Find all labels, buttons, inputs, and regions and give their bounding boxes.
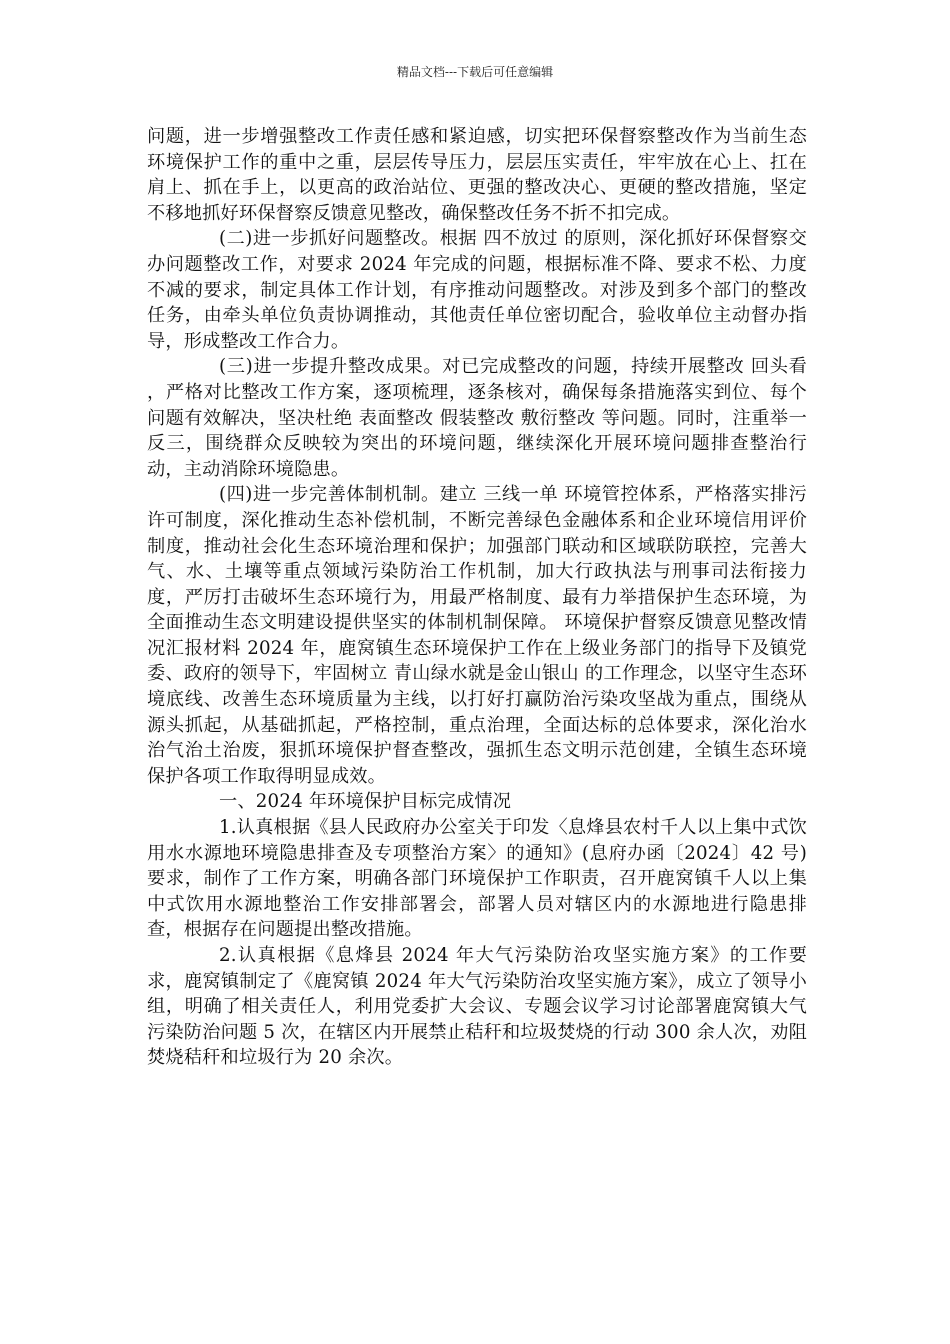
paragraph-3: (三)进一步提升整改成果。对已完成整改的问题，持续开展整改 回头看 ，严格对比整改工作方案，逐项梳理，逐条核对，确保每条措施落实到位、每个问题有效解决，坚决杜绝 表面整改 假装整改 敷衍整改 等问题。同时，注重举一反三，围绕群众反映较为突出的环境问题，继续深化开展环境问题排查整治行动，主动消除环境隐患。: [147, 356, 807, 480]
page-header: 精品文档---下载后可任意编辑: [396, 65, 554, 79]
section-heading: 一、2024 年环境保护目标完成情况: [219, 791, 512, 813]
document-body: [147, 124, 807, 1071]
paragraph-1: 问题，进一步增强整改工作责任感和紧迫感，切实把环保督察整改作为当前生态环境保护工作的重中之重，层层传导压力，层层压实责任，牢牢放在心上、扛在肩上、抓在手上，以更高的政治站位、更强的整改决心、更硬的整改措施，坚定不移地抓好环保督察反馈意见整改，确保整改任务不折不扣完成。: [147, 126, 807, 224]
paragraph-4: (四)进一步完善体制机制。建立 三线一单 环境管控体系，严格落实排污许可制度，深化推动生态补偿机制，不断完善绿色金融体系和企业环境信用评价制度，推动社会化生态环境治理和保护；加强部门联动和区域联防联控，完善大气、水、土壤等重点领域污染防治工作机制，加大行政执法与刑事司法衔接力度，严厉打击破坏生态环境行为，用最严格制度、最有力举措保护生态环境，为全面推动生态文明建设提供坚实的体制机制保障。 环境保护督察反馈意见整改情况汇报材料 2024 年，鹿窝镇生态环境保护工作在上级业务部门的指导下及镇党委、政府的领导下，牢固树立 青山绿水就是金山银山 的工作理念，以坚守生态环境底线、改善生态环境质量为主线，以打好打赢防治污染攻坚战为重点，围绕从源头抓起，从基础抓起，严格控制，重点治理，全面达标的总体要求，深化治水治气治土治废，狠抓环境保护督查整改，强抓生态文明示范创建，全镇生态环境保护各项工作取得明显成效。: [147, 484, 807, 787]
paragraph-2: (二)进一步抓好问题整改。根据 四不放过 的原则，深化抓好环保督察交办问题整改工作，对要求 2024 年完成的问题，根据标准不降、要求不松、力度不减的要求，制定具体工作计划，有序推动问题整改。对涉及到多个部门的整改任务，由牵头单位负责协调推动，其他责任单位密切配合，验收单位主动督办指导，形成整改工作合力。: [147, 228, 807, 352]
paragraph-item-1: 1.认真根据《县人民政府办公室关于印发〈息烽县农村千人以上集中式饮用水水源地环境隐患排查及专项整治方案〉的通知》(息府办函〔2024〕42 号)要求，制作了工作方案，明确各部门环境保护工作职责，召开鹿窝镇千人以上集中式饮用水源地整治工作安排部署会，部署人员对辖区内的水源地进行隐患排查，根据存在问题提出整改措施。: [147, 817, 807, 941]
paragraph-item-2: 2.认真根据《息烽县 2024 年大气污染防治攻坚实施方案》的工作要求，鹿窝镇制定了《鹿窝镇 2024 年大气污染防治攻坚实施方案》，成立了领导小组，明确了相关责任人，利用党委扩大会议、专题会议学习讨论部署鹿窝镇大气污染防治问题 5 次，在辖区内开展禁止秸秆和垃圾焚烧的行动 300 余人次，劝阻焚烧秸秆和垃圾行为 20 余次。: [147, 945, 807, 1069]
